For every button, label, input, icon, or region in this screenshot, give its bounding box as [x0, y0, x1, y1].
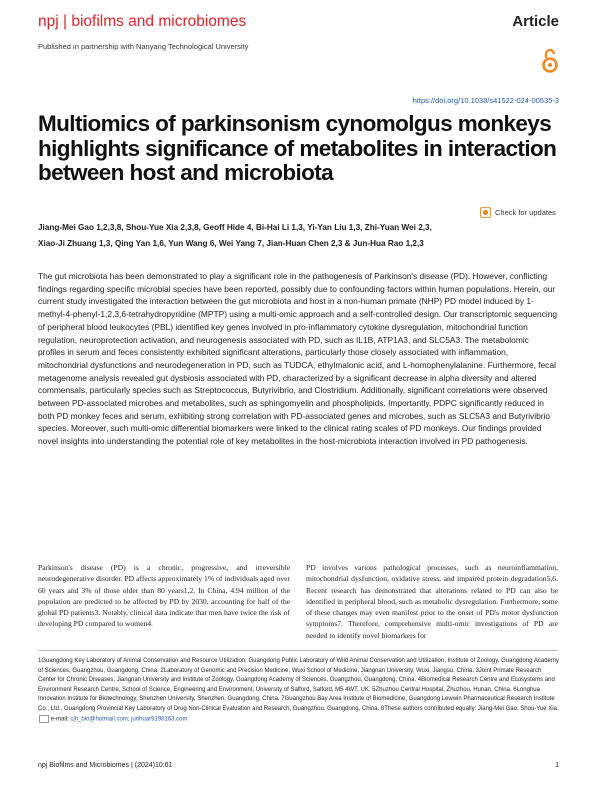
article-title: Multiomics of parkinsonism cynomolgus monkeys highlights significance of metabolites in interaction between host and microbiota [38, 111, 557, 185]
check-updates-label: Check for updates [495, 208, 556, 217]
body-column-left: Parkinson's disease (PD) is a chronic, progressive, and irreversible neurodegenerative disorder. PD affects approximately 1% of individuals aged over 60 years and 3% of those older than 80 years1,2. In China, 4.94 million of the population are predicted to be affected by PD by 2030, accounting for half of the global PD patients3. Notably, clinical data indicate that men have twice the risk of developing PD compared to women4. [38, 563, 290, 629]
email-address[interactable]: cjh_bio@hotmail.com; junhuar9198163.com [70, 716, 188, 723]
footnote-divider [38, 650, 558, 651]
author-line-1: Jiang-Mei Gao 1,2,3,8, Shou-Yue Xia 2,3,8, Geoff Hide 4, Bi-Hai Li 1,3, Yi-Yan Liu 1,3, Zhi-Yuan Wei 2,3, [38, 223, 432, 232]
author-line-2: Xiao-Ji Zhuang 1,3, Qing Yan 1,6, Yun Wang 6, Wei Yang 7, Jian-Huan Chen 2,3 & Jun-Hua Rao 1,2,3 [38, 239, 424, 248]
journal-name: npj | biofilms and microbiomes [38, 13, 247, 30]
check-updates-icon [480, 207, 491, 218]
article-type-label: Article [512, 13, 559, 30]
affiliations-text: 1Guangdong Key Laboratory of Animal Conservation and Resource Utilization, Guangdong Public Laboratory of Wild Animal Conservation and Utilization, Institute of Zoology, Guangdong Academy of Sciences, Guangzhou, Guangdong, China. 2Laboratory of Genomic and Precision Medicine, Wuxi School of Medicine, Jiangnan University, Wuxi, Jiangsu, China. 3Joint Primate Research Center for Chronic Diseases, Jiangnan University and Institute of Zoology, Guangdong Academy of Sciences, Guangzhou, Guangdong, China. 4Biomedical Research Centre and Ecosystems and Environment Research Centre, School of Science, Engineering and Environment, University of Salford, Salford, M5 4WT, UK. 5Zhuzhou Central Hospital, Zhuzhou, Hunan, China. 6Longhua Innovation Institute for Biotechnology, Shenzhen University, Shenzhen, Guangdong, China. 7Guangzhou Bay Area Institute of Biomedicine, Guangdong Lewwin Pharmaceutical Research Institute Co., Ltd., Guangdong Provincial Key Laboratory of Drug Non-Clinical Evaluation and Research, Guangzhou, Guangdong, China. 8These authors contributed equally: Jiang-Mei Gao, Shou-Yue Xia. [38, 658, 559, 712]
body-column-right: PD involves various pathological processes, such as neuroinflammation, mitochondrial dysfunction, oxidative stress, and impaired protein degradation5,6. Recent research has demonstrated that alterations related to PD can also be identified in peripheral blood, such as metabolic dysregulation. Furthermore, some of these changes may even manifest prior to the onset of PD's motor dysfunction symptoms7. Therefore, comprehensive multi-omic investigations of PD are needed to identify novel biomarkers for [306, 563, 558, 640]
check-for-updates-button[interactable] [480, 207, 556, 218]
mail-icon [39, 715, 49, 723]
open-access-icon [541, 48, 559, 74]
footer-journal-ref: npj Biofilms and Microbiomes | (2024)10:61 [38, 762, 173, 769]
author-list [38, 220, 558, 252]
partnership-note: Published in partnership with Nanyang Technological University [38, 42, 249, 51]
abstract: The gut microbiota has been demonstrated to play a significant role in the pathogenesis of Parkinson's disease (PD). However, conflicting findings regarding specific microbial species have been reported, possibly due to confounding factors within human populations. Herein, our current study investigated the interaction between the gut microbiota and host in a non-human primate (NHP) PD model induced by 1-methyl-4-phenyl-1,2,3,6-tetrahydropyridine (MPTP) using a multi-omic approach and a self-controlled design. Our transcriptomic sequencing of peripheral blood leukocytes (PBL) identified key genes involved in pro-inflammatory cytokine dysregulation, mitochondrial function regulation, neuroprotection activation, and neurogenesis associated with PD, such as IL1B, ATP1A3, and SLC5A3. The metabolomic profiles in serum and feces consistently exhibited significant alterations, particularly those closely associated with inflammation, mitochondrial dysfunctions and neurodegeneration in PD, such as TUDCA, ethylmalonic acid, and L-homophenylalanine. Furthermore, fecal metagenome analysis revealed gut dysbiosis associated with PD, characterized by a significant decrease in alpha diversity and altered commensals, particularly species such as Streptococcus, Butyrivibrio, and Clostridium. Additionally, significant correlations were observed between PD-associated microbes and metabolites, such as sphingomyelin and phospholipids. Importantly, PDPC significantly reduced in both PD monkey feces and serum, exhibiting strong correlation with PD-associated genes and microbes, such as SLC5A3 and Butyrivibrio species. Moreover, such multi-omic differential biomarkers were linked to the clinical rating scales of PD monkeys. Our findings provided novel insights into understanding the potential role of key metabolites in the host-microbiota interaction involved in PD pathogenesis. [38, 271, 558, 447]
page-number: 1 [555, 762, 559, 769]
affiliations [38, 657, 560, 725]
email-label: e-mail: [50, 716, 69, 723]
doi-link[interactable]: https://doi.org/10.1038/s41522-024-00535-3 [412, 96, 559, 105]
